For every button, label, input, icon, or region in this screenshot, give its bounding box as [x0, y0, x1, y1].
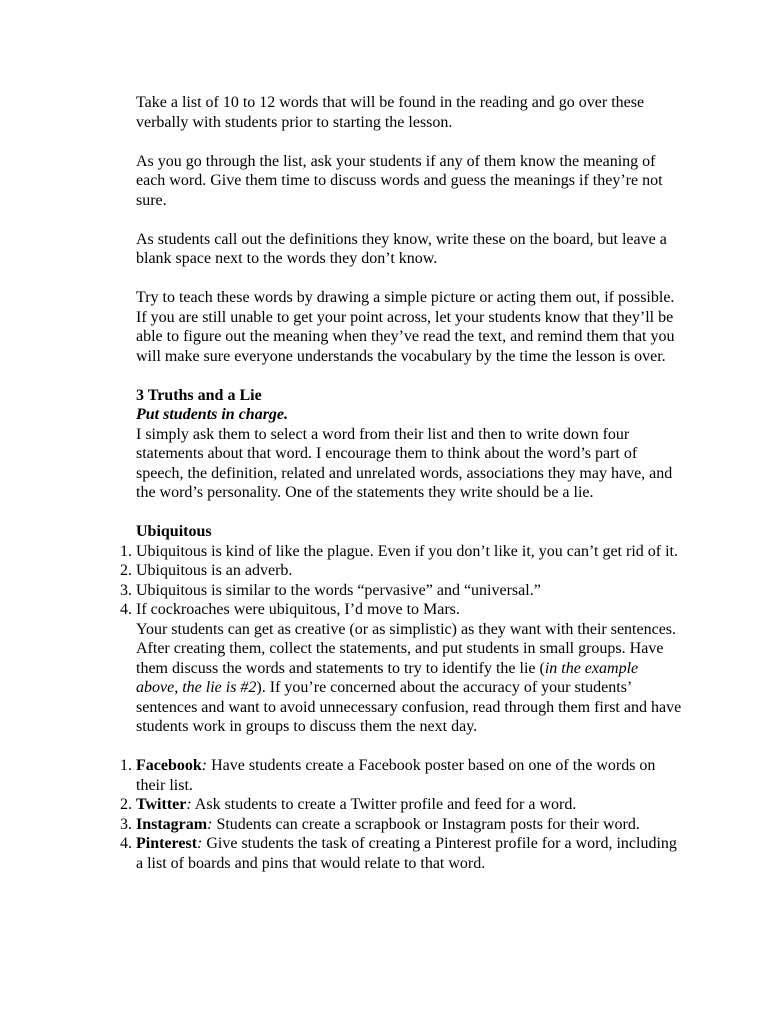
list-item-text: Ubiquitous is kind of like the plague. Even if you don’t like it, you can’t get rid of it.	[136, 542, 678, 560]
list-item-colon: :	[201, 757, 208, 774]
creative-text-italic: in the example above, the lie is #2	[136, 659, 639, 696]
intro-paragraph-4: Try to teach these words by drawing a simple picture or acting them out, if possible. If you are still unable to get your point across, let your students know that they’ll be able to figure out the meaning when they’ve read the text, and remind them that you will make sure everyone understands the vocabulary by the time the lesson is over.	[136, 289, 675, 365]
list-item	[120, 581, 684, 601]
list-number: 4.	[120, 601, 132, 618]
creative-paragraph	[136, 620, 684, 737]
list-number: 3.	[120, 815, 132, 833]
list-item	[120, 756, 684, 795]
list-item-text: Ubiquitous is similar to the words “pervasive” and “universal.”	[136, 581, 541, 599]
list-number: 3.	[120, 581, 132, 599]
list-item-colon: :	[207, 815, 213, 833]
list-item-text: If cockroaches were ubiquitous, I’d move to Mars.	[136, 601, 460, 618]
list-number: 4.	[120, 835, 132, 852]
list-item-label: Facebook	[136, 757, 202, 774]
section-body: I simply ask them to select a word from their list and then to write down four statements about that word. I encourage them to think about the word’s part of speech, the definition, related and unrelated words, associations they may have, and the word’s personality. One of the statements they write should be a lie.	[136, 425, 673, 501]
list-number: 1.	[120, 757, 132, 774]
intro-paragraph-3: As students call out the definitions they know, write these on the board, but leave a blank space next to the words they don’t know.	[136, 230, 667, 267]
list-number: 1.	[120, 542, 132, 560]
intro-paragraph-1: Take a list of 10 to 12 words that will be found in the reading and go over these verbally with students prior to starting the lesson.	[136, 94, 645, 131]
list-item	[120, 834, 684, 873]
intro-paragraph-2: As you go through the list, ask your students if any of them know the meaning of each word. Give them time to discuss words and guess the meanings if they’re not sure.	[136, 152, 663, 209]
list-item	[120, 542, 684, 562]
list-item	[120, 561, 684, 581]
example-statements-list	[120, 542, 684, 620]
list-item	[120, 815, 684, 835]
list-item-text: Give students the task of creating a Pinterest profile for a word, including a list of boards and pins that would relate to that word.	[136, 835, 677, 872]
list-item-label: Instagram	[136, 815, 208, 833]
list-number: 2.	[120, 562, 132, 579]
section-heading: 3 Truths and a Lie	[136, 386, 262, 404]
list-item	[120, 795, 684, 815]
list-item-label: Twitter	[136, 796, 187, 813]
creative-text-end: ). If you’re concerned about the accuracy of your students’ sentences and want to avoid unnecessary confusion, read through them first and have students work in groups to discuss them the next day.	[136, 679, 682, 735]
list-item-label: Pinterest	[136, 835, 198, 852]
list-item-text: Ask students to create a Twitter profile and feed for a word.	[191, 796, 577, 813]
list-item-text: Have students create a Facebook poster based on one of the words on their list.	[136, 757, 656, 794]
section-subheading: Put students in charge.	[136, 406, 289, 423]
list-item-text: Students can create a scrapbook or Instagram posts for their word.	[212, 815, 640, 833]
document-page	[120, 93, 684, 873]
list-item	[120, 600, 684, 620]
list-number: 2.	[120, 796, 132, 813]
example-word-heading: Ubiquitous	[136, 523, 212, 540]
list-item-text: Ubiquitous is an adverb.	[136, 562, 293, 579]
social-media-list	[120, 756, 684, 873]
truths-section	[136, 386, 684, 503]
list-item-colon: :	[186, 796, 192, 813]
creative-text-start: Your students can get as creative (or as simplistic) as they want with their sentences. After creating them, collect the statements, and put students in small groups. Have them discuss the words and statements to try to identify the lie (	[136, 620, 677, 677]
list-item-colon: :	[197, 835, 203, 852]
